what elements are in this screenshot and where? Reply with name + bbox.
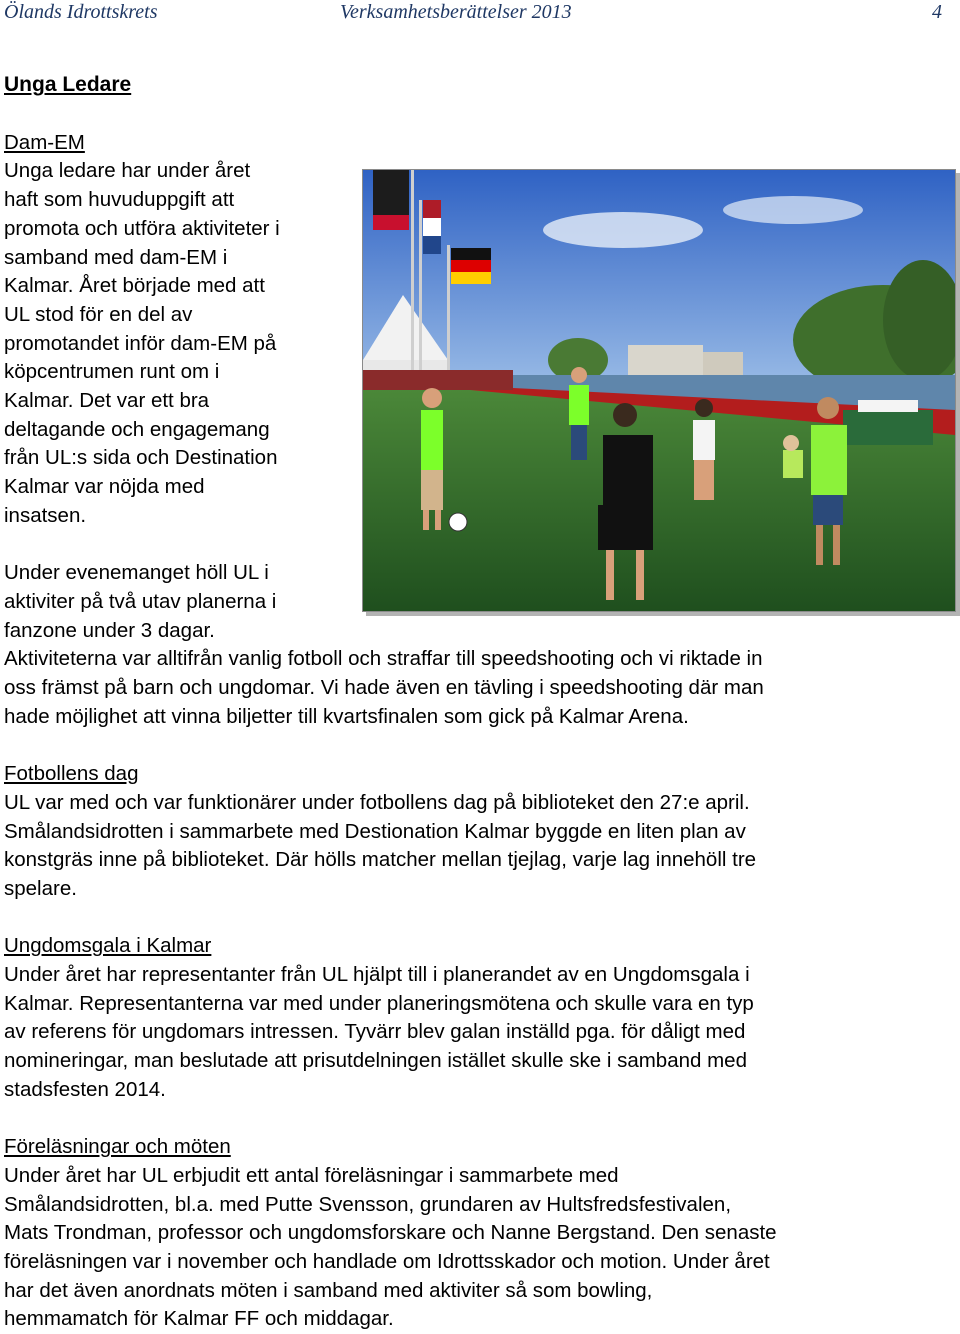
ungdomsgala-heading: Ungdomsgala i Kalmar [4,934,212,958]
fotbollens-dag-line: spelare. [4,876,77,900]
damem-line: promota och utföra aktiviteter i [4,216,280,240]
damem-line: promotandet inför dam-EM på [4,331,277,355]
ungdomsgala-line: stadsfesten 2014. [4,1077,166,1101]
page-header [4,0,942,28]
forelasningar-line: föreläsningen var i november och handlade om Idrottsskador och motion. Under året [4,1250,770,1274]
forelasningar-line: Smålandsidrotten, bl.a. med Putte Svensson, grundaren av Hultsfredsfestivalen, [4,1192,732,1216]
damem-line: Under evenemanget höll UL i [4,561,269,585]
damem-line: Kalmar var nöjda med [4,475,205,499]
fotbollens-dag-heading: Fotbollens dag [4,762,139,786]
damem-line: köpcentrumen runt om i [4,360,220,384]
damem-full-line: Aktiviteterna var alltifrån vanlig fotboll och straffar till speedshooting och vi riktade in [4,647,763,671]
damem-line: Unga ledare har under året [4,159,251,183]
damem-heading: Dam-EM [4,130,85,154]
damem-line: fanzone under 3 dagar. [4,618,215,642]
forelasningar-line: har det även anordnats möten i samband med aktiviter så som bowling, [4,1278,653,1302]
ungdomsgala-line: nomineringar, man beslutade att prisutdelningen istället skulle ske i samband med [4,1049,747,1073]
damem-line: insatsen. [4,503,87,527]
header-org: Ölands Idrottskrets [4,1,158,23]
forelasningar-heading: Föreläsningar och möten [4,1135,231,1159]
page-content [4,70,944,1334]
ungdomsgala-line: Kalmar. Representanterna var med under planeringsmötena och skulle vara en typ [4,991,754,1015]
ungdomsgala-line: Under året har representanter från UL hjälpt till i planerandet av en Ungdomsgala i [4,963,750,987]
damem-line: aktiviter på två utav planerna i [4,589,277,613]
section-title: Unga Ledare [4,73,132,96]
ungdomsgala-line: av referens för ungdomars intressen. Tyvärr blev galan inställd pga. för dåligt med [4,1020,746,1044]
header-page-number: 4 [932,1,942,23]
forelasningar-line: Under året har UL erbjudit ett antal föreläsningar i sammarbete med [4,1163,619,1187]
damem-line: UL stod för en del av [4,302,193,326]
damem-column [4,129,349,646]
damem-line: haft som huvuduppgift att [4,188,235,212]
damem-line: Kalmar. Året började med att [4,274,265,298]
fotbollens-dag-line: konstgräs inne på biblioteket. Där hölls matcher mellan tjejlag, varje lag innehöll tre [4,848,757,872]
fotbollens-dag-line: UL var med och var funktionärer under fotbollens dag på biblioteket den 27:e april. [4,790,750,814]
damem-line: från UL:s sida och Destination [4,446,278,470]
damem-line: deltagande och engagemang [4,417,270,441]
damem-line: samband med dam-EM i [4,245,228,269]
damem-full-line: oss främst på barn och ungdomar. Vi hade även en tävling i speedshooting där man [4,676,764,700]
damem-full-line: hade möjlighet att vinna biljetter till kvartsfinalen som gick på Kalmar Arena. [4,704,689,728]
forelasningar-line: hemmamatch för Kalmar FF och middagar. [4,1307,394,1331]
fotbollens-dag-line: Smålandsidrotten i sammarbete med Destionation Kalmar byggde en liten plan av [4,819,746,843]
damem-line: Kalmar. Det var ett bra [4,389,210,413]
forelasningar-line: Mats Trondman, professor och ungdomsforskare och Nanne Bergstand. Den senaste [4,1221,777,1245]
header-doc-title: Verksamhetsberättelser 2013 [340,1,572,23]
